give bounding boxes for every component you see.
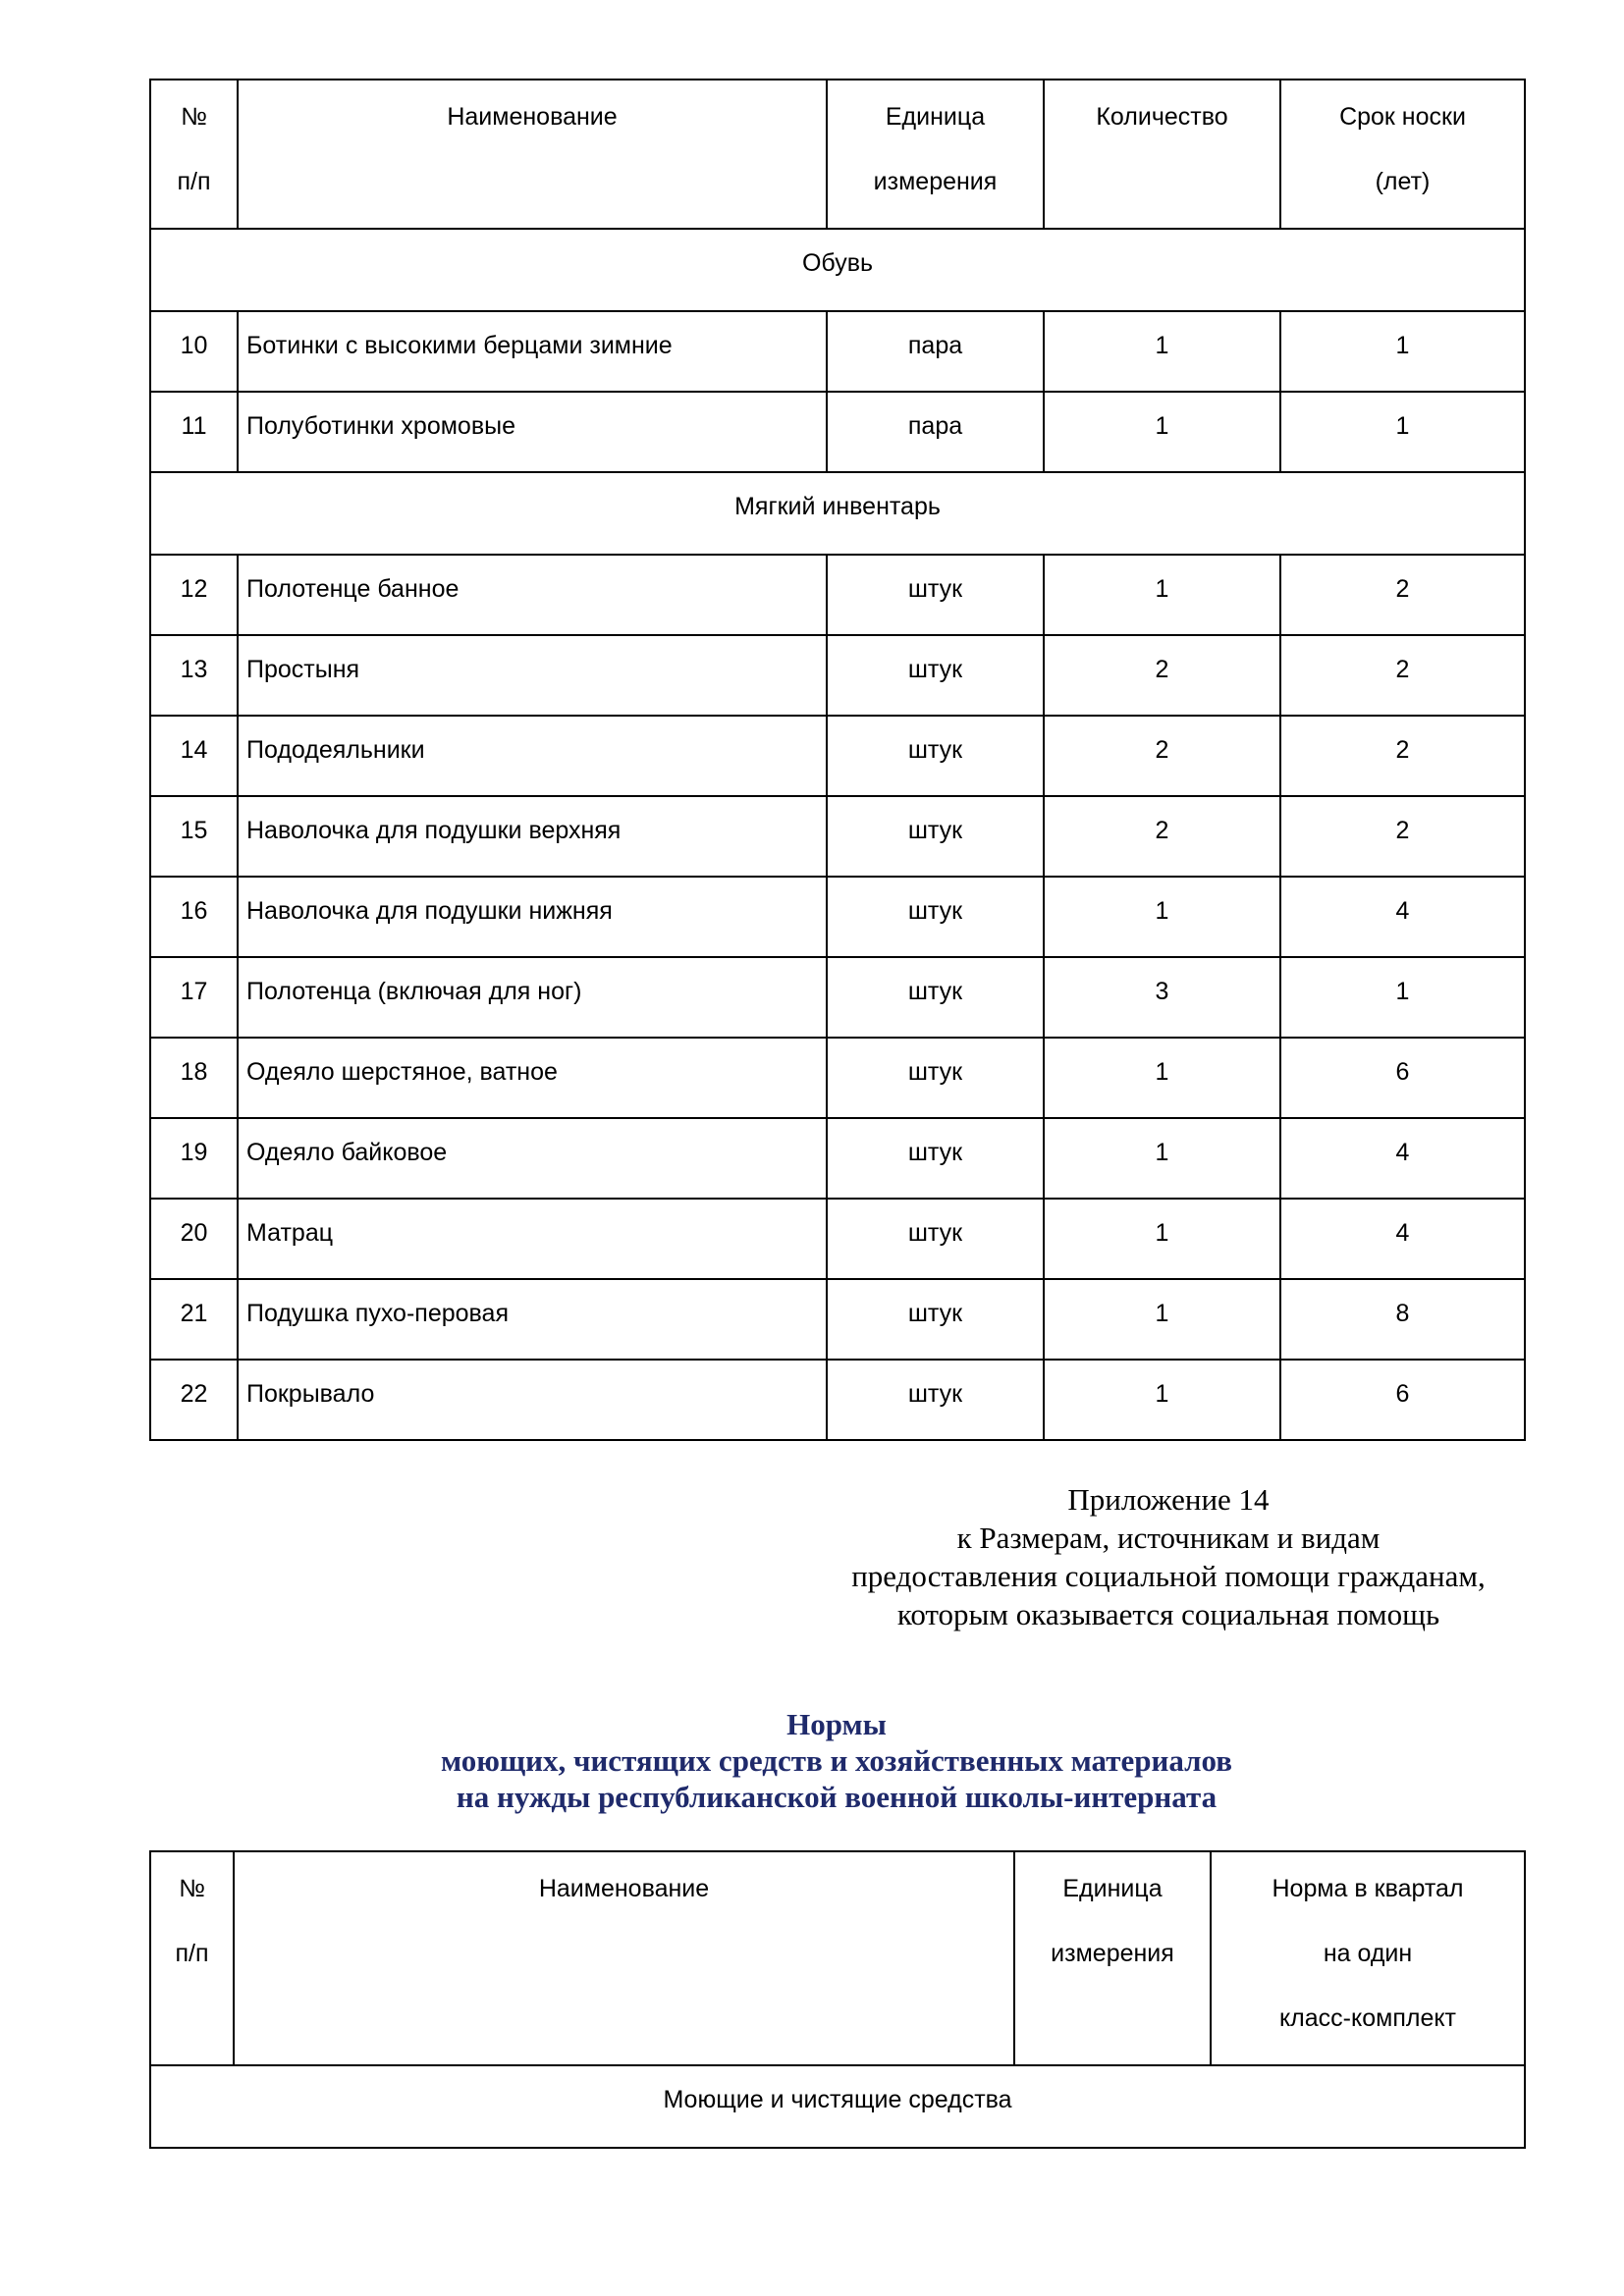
table-row: [150, 635, 1525, 716]
item-name: Подушка пухо-перовая: [238, 1279, 827, 1360]
table-row: [150, 796, 1525, 877]
appendix-line: предоставления социальной помощи гражданам,: [851, 1559, 1486, 1593]
item-term: 8: [1280, 1279, 1525, 1360]
item-name: Одеяло шерстяное, ватное: [238, 1038, 827, 1118]
appendix-line: Приложение 14: [1067, 1482, 1270, 1517]
table-row: [150, 957, 1525, 1038]
item-unit: штук: [827, 957, 1044, 1038]
norms-title-line: на нужды республиканской военной школы-интерната: [456, 1780, 1218, 1814]
item-unit: пара: [827, 311, 1044, 392]
norms-title-line: моющих, чистящих средств и хозяйственных материалов: [441, 1743, 1232, 1778]
header-quantity: Количество: [1044, 80, 1280, 229]
item-term: 6: [1280, 1038, 1525, 1118]
table-row: [150, 1199, 1525, 1279]
item-term: 4: [1280, 1199, 1525, 1279]
row-number: 15: [150, 796, 238, 877]
norms-title-line: Нормы: [786, 1707, 887, 1741]
row-number: 17: [150, 957, 238, 1038]
item-name: Наволочка для подушки верхняя: [238, 796, 827, 877]
item-name: Матрац: [238, 1199, 827, 1279]
item-term: 6: [1280, 1360, 1525, 1440]
table-row: [150, 1118, 1525, 1199]
table-row: [150, 392, 1525, 472]
row-number: 19: [150, 1118, 238, 1199]
row-number: 10: [150, 311, 238, 392]
header-unit: Единица измерения: [827, 80, 1044, 229]
cleaning-norms-table: [149, 1850, 1526, 2149]
item-unit: штук: [827, 716, 1044, 796]
row-number: 13: [150, 635, 238, 716]
item-unit: пара: [827, 392, 1044, 472]
item-name: Пододеяльники: [238, 716, 827, 796]
table-row: [150, 1360, 1525, 1440]
item-unit: штук: [827, 1199, 1044, 1279]
table-row: [150, 555, 1525, 635]
item-unit: штук: [827, 1279, 1044, 1360]
clothing-norms-table: [149, 79, 1526, 1441]
item-term: 2: [1280, 555, 1525, 635]
item-term: 4: [1280, 1118, 1525, 1199]
appendix-line: к Размерам, источникам и видам: [956, 1521, 1380, 1555]
appendix-caption: [805, 1480, 1532, 1633]
appendix-line: которым оказывается социальная помощь: [896, 1597, 1440, 1631]
table-header-row: [150, 1851, 1525, 2065]
header-num: № п/п: [150, 80, 238, 229]
item-unit: штук: [827, 1038, 1044, 1118]
item-unit: штук: [827, 1118, 1044, 1199]
item-quantity: 1: [1044, 877, 1280, 957]
item-name: Одеяло байковое: [238, 1118, 827, 1199]
item-term: 4: [1280, 877, 1525, 957]
item-term: 2: [1280, 716, 1525, 796]
row-number: 14: [150, 716, 238, 796]
item-unit: штук: [827, 555, 1044, 635]
item-term: 1: [1280, 311, 1525, 392]
item-name: Простыня: [238, 635, 827, 716]
header-num: № п/п: [150, 1851, 234, 2065]
header-term: Срок носки (лет): [1280, 80, 1525, 229]
item-quantity: 2: [1044, 796, 1280, 877]
item-name: Полотенце банное: [238, 555, 827, 635]
row-number: 18: [150, 1038, 238, 1118]
section-row: [150, 472, 1525, 555]
item-term: 2: [1280, 796, 1525, 877]
item-quantity: 3: [1044, 957, 1280, 1038]
table-row: [150, 1038, 1525, 1118]
item-name: Наволочка для подушки нижняя: [238, 877, 827, 957]
row-number: 20: [150, 1199, 238, 1279]
row-number: 21: [150, 1279, 238, 1360]
item-name: Полуботинки хромовые: [238, 392, 827, 472]
table-row: [150, 716, 1525, 796]
item-quantity: 1: [1044, 1118, 1280, 1199]
section-title: Моющие и чистящие средства: [150, 2065, 1525, 2148]
row-number: 16: [150, 877, 238, 957]
item-unit: штук: [827, 877, 1044, 957]
item-quantity: 2: [1044, 716, 1280, 796]
item-name: Ботинки с высокими берцами зимние: [238, 311, 827, 392]
norms-title: [149, 1706, 1524, 1815]
item-unit: штук: [827, 1360, 1044, 1440]
section-row: [150, 229, 1525, 311]
item-quantity: 1: [1044, 392, 1280, 472]
item-unit: штук: [827, 796, 1044, 877]
row-number: 12: [150, 555, 238, 635]
item-name: Покрывало: [238, 1360, 827, 1440]
header-name: Наименование: [234, 1851, 1014, 2065]
header-norm: Норма в квартал на один класс-комплект: [1211, 1851, 1525, 2065]
item-quantity: 1: [1044, 1038, 1280, 1118]
row-number: 11: [150, 392, 238, 472]
item-quantity: 1: [1044, 1279, 1280, 1360]
item-unit: штук: [827, 635, 1044, 716]
item-quantity: 1: [1044, 311, 1280, 392]
header-name: Наименование: [238, 80, 827, 229]
section-row: [150, 2065, 1525, 2148]
item-quantity: 1: [1044, 1199, 1280, 1279]
item-term: 2: [1280, 635, 1525, 716]
row-number: 22: [150, 1360, 238, 1440]
item-quantity: 1: [1044, 555, 1280, 635]
table-row: [150, 877, 1525, 957]
table-header-row: [150, 80, 1525, 229]
header-unit: Единица измерения: [1014, 1851, 1211, 2065]
table-row: [150, 1279, 1525, 1360]
item-term: 1: [1280, 957, 1525, 1038]
item-name: Полотенца (включая для ног): [238, 957, 827, 1038]
table-row: [150, 311, 1525, 392]
section-title: Обувь: [150, 229, 1525, 311]
item-quantity: 1: [1044, 1360, 1280, 1440]
item-term: 1: [1280, 392, 1525, 472]
section-title: Мягкий инвентарь: [150, 472, 1525, 555]
item-quantity: 2: [1044, 635, 1280, 716]
